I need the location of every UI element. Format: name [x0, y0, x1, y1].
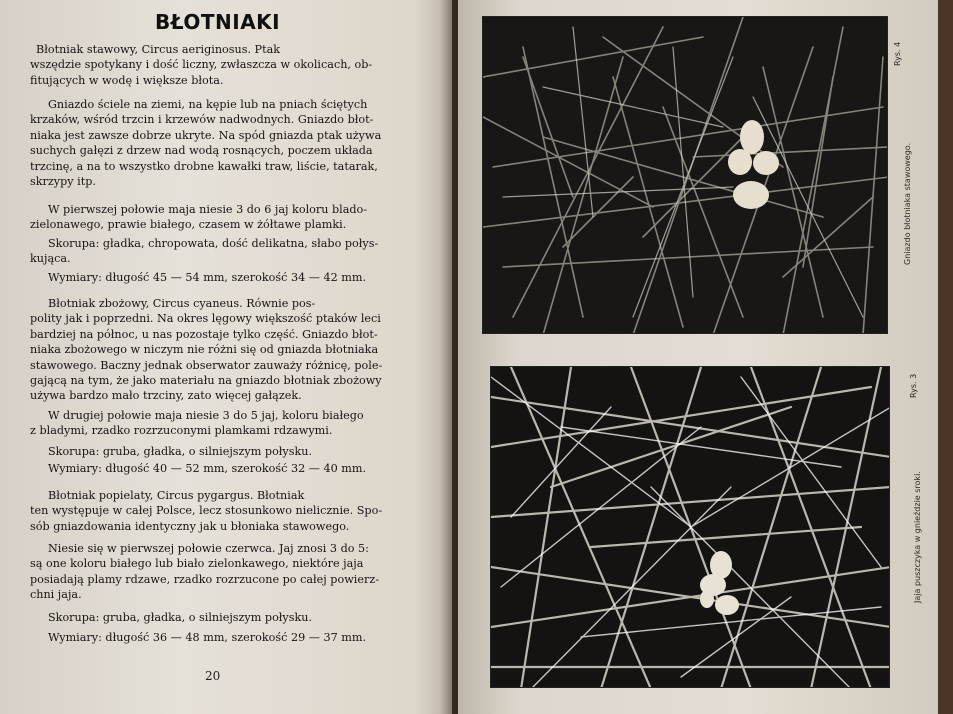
text-line: bardziej na północ, u nas pozostaje tylko część. Gniazdo błot- — [30, 327, 378, 341]
text-line: wszędzie spotykany i dość liczny, zwłaszcza w okolicach, ob- — [30, 58, 373, 72]
paragraph — [30, 97, 430, 189]
text-block — [30, 630, 430, 645]
text-line: trzcinę, a na to wszystko drobne kawałki traw, liście, tatarak, — [30, 159, 378, 173]
text-line: Skorupa: gładka, chropowata, dość delikatna, słabo połys- — [48, 237, 379, 250]
text-line: Wymiary: długość 40 — 52 mm, szerokość 32 — 40 mm. — [48, 462, 367, 475]
text-line: Wymiary: długość 36 — 48 mm, szerokość 29 — 37 mm. — [48, 631, 367, 644]
text-line: Skorupa: gruba, gładka, o silniejszym połysku. — [48, 611, 313, 624]
text-line: W pierwszej połowie maja niesie 3 do 6 jaj koloru blado- — [48, 203, 368, 216]
text-line: stawowego. Baczny jednak obserwator zauważy różnicę, pole- — [30, 358, 383, 372]
text-line: z bladymi, rzadko rozrzuconymi plamkami rdzawymi. — [30, 424, 333, 438]
text-line: Gniazdo ściele na ziemi, na kępie lub na pniach ściętych — [48, 98, 368, 111]
text-line: używa bardzo mało trzciny, zato więcej gałązek. — [30, 389, 302, 403]
text-line: gającą na tym, że jako materiału na gniazdo błotniak zbożowy — [30, 374, 382, 388]
text-block — [30, 408, 430, 439]
text-line: W drugiej połowie maja niesie 3 do 5 jaj, koloru białego — [48, 409, 364, 422]
nest-photo-graphic — [483, 17, 888, 334]
text-block — [30, 42, 430, 88]
text-block — [30, 461, 430, 476]
figure-caption: Jaja puszczyka w gnieździe sroki. — [913, 471, 922, 603]
paragraph — [30, 610, 430, 625]
text-block — [30, 202, 430, 233]
text-line: Wymiary: długość 45 — 54 mm, szerokość 34 — 42 mm. — [48, 271, 367, 284]
text-line: posiadają plamy rdzawe, rzadko rozrzucone po całej powierz- — [30, 572, 379, 586]
paragraph — [30, 236, 430, 267]
text-line: są one koloru białego lub biało zielonkawego, niektóre jaja — [30, 557, 364, 571]
text-line: Błotniak popielaty, Circus pygargus. Błotniak — [48, 489, 305, 502]
photo-nest-top — [482, 16, 888, 334]
text-line: fitujących w wodę i większe błota. — [30, 73, 224, 87]
right-page — [458, 0, 938, 714]
text-line: niaka jest zawsze dobrze ukryte. Na spód gniazda ptak używa — [30, 128, 382, 142]
text-block — [30, 444, 430, 459]
book-cover-edge — [938, 0, 953, 714]
paragraph — [30, 488, 430, 534]
paragraph — [30, 296, 430, 404]
text-block — [30, 296, 430, 404]
text-line: niaka zbożowego w niczym nie różni się od gniazda błotniaka — [30, 343, 379, 357]
figure-label: Rys. 3 — [909, 373, 918, 398]
photo-nest-bottom — [490, 366, 890, 688]
text-line: ten występuje w całej Polsce, lecz stosunkowo nielicznie. Spo- — [30, 504, 383, 518]
text-block — [30, 236, 430, 267]
text-line: Skorupa: gruba, gładka, o silniejszym połysku. — [48, 445, 313, 458]
page-title: BŁOTNIAKI — [155, 10, 281, 34]
nest-photo-graphic — [491, 367, 890, 688]
paragraph — [30, 270, 430, 285]
figure-caption: Gniazdo błotniaka stawowego. — [903, 142, 912, 265]
text-line: suchych gałęzi z drzew nad wodą rosnących, poczem układa — [30, 144, 373, 158]
text-line: kująca. — [30, 252, 71, 266]
paragraph — [30, 444, 430, 459]
paragraph — [30, 202, 430, 233]
left-page — [0, 0, 452, 714]
text-line: Niesie się w pierwszej połowie czerwca. Jaj znosi 3 do 5: — [48, 542, 369, 555]
text-line: polity jak i poprzedni. Na okres lęgowy większość ptaków leci — [30, 312, 381, 326]
paragraph — [30, 42, 430, 88]
text-block — [30, 541, 430, 603]
text-block — [30, 610, 430, 625]
text-block — [30, 270, 430, 285]
text-line: zielonawego, prawie białego, czasem w żółtawe plamki. — [30, 218, 347, 232]
text-line: Błotniak stawowy, Circus aeriginosus. Ptak — [36, 43, 281, 56]
text-line: skrzypy itp. — [30, 175, 96, 189]
paragraph — [30, 461, 430, 476]
paragraph — [30, 408, 430, 439]
page-number: 20 — [205, 669, 221, 683]
paragraph — [30, 541, 430, 603]
text-block — [30, 97, 430, 189]
paragraph — [30, 630, 430, 645]
text-line: sób gniazdowania identyczny jak u błoniaka stawowego. — [30, 519, 350, 533]
text-line: Błotniak zbożowy, Circus cyaneus. Równie pos- — [48, 297, 316, 310]
text-block — [30, 488, 430, 534]
text-line: krzaków, wśród trzcin i krzewów nadwodnych. Gniazdo błot- — [30, 113, 374, 127]
figure-label: Rys. 4 — [893, 41, 902, 66]
text-line: chni jaja. — [30, 588, 82, 602]
